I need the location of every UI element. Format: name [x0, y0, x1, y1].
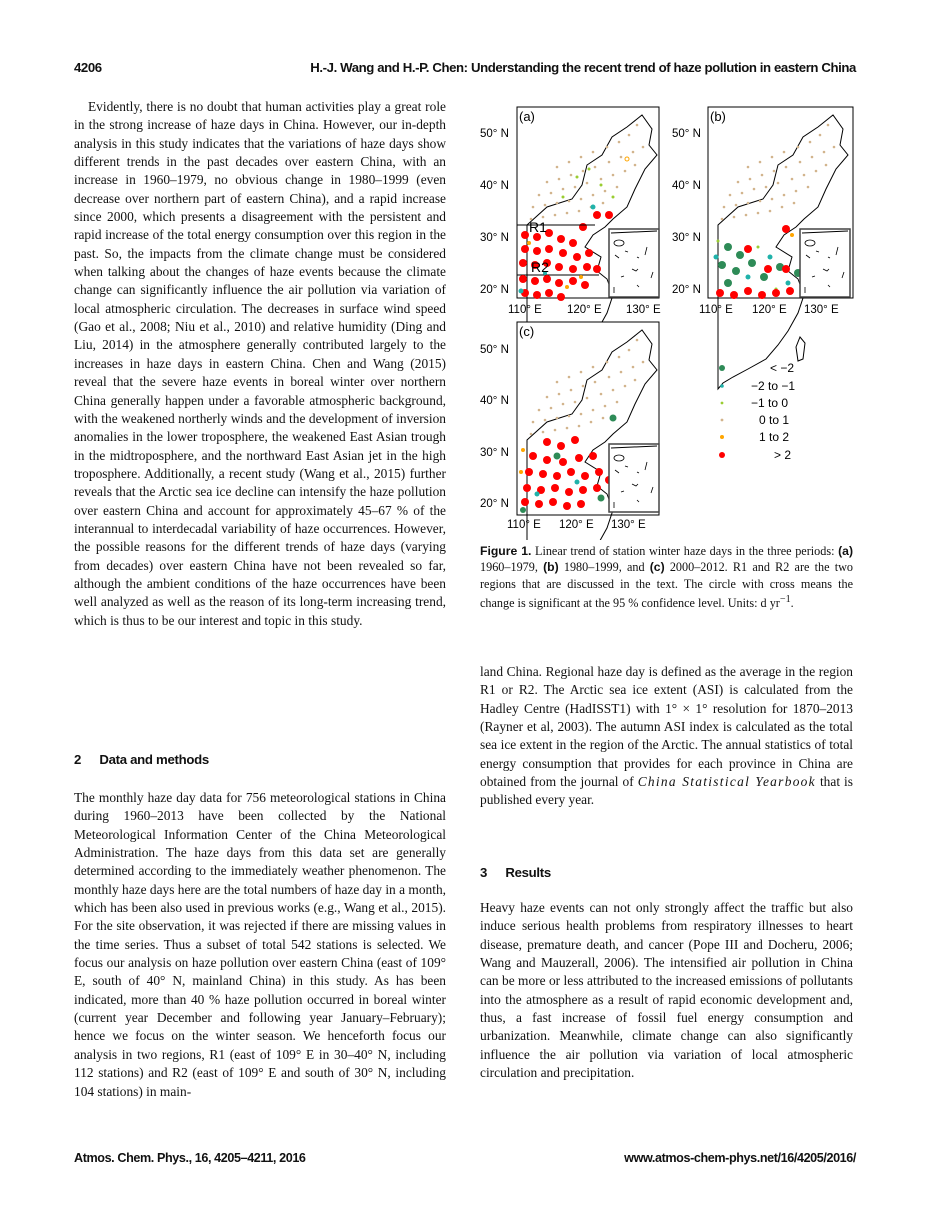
- panel-b: [708, 107, 853, 389]
- panel-c-label: (c): [519, 324, 535, 339]
- section-number: 2: [74, 752, 82, 767]
- svg-text:30° N: 30° N: [672, 232, 701, 244]
- figure-caption: Figure 1. Linear trend of station winter haze days in the three periods: (a) 1960–1979, (b) 1980–1999, and (c) 2000–2012. R1 and R2 are the two regions that are discussed in the text. The circle with cross means the change is significant at the 95 % confidence level. Units: d $yr^{-1}$.: [480, 544, 854, 611]
- section-title: Data and methods: [99, 752, 209, 767]
- figure-1: [470, 100, 865, 540]
- legend-item: 1 to 2: [759, 430, 790, 444]
- legend-item: < −2: [770, 361, 795, 375]
- journal-url[interactable]: www.atmos-chem-phys.net/16/4205/2016/: [624, 1151, 856, 1165]
- region-r1-label: R1: [529, 219, 547, 235]
- svg-text:50° N: 50° N: [480, 344, 509, 356]
- legend-item: > 2: [774, 448, 792, 462]
- panel-a-label: (a): [519, 109, 535, 124]
- svg-text:130° E: 130° E: [804, 304, 839, 316]
- section-title: Results: [505, 865, 551, 880]
- data-methods-continued: land China. Regional haze day is defined as the average in the region R1 or R2. The Arctic sea ice extent (ASI) is calculated from the Hadley Centre (HadISST1) with 1° × 1° resolution for 1870–2013 (Rayner et al, 2003). The autumn ASI index is calculated as the total sea ice extent in the region of the Arctic. The annual statistics of total energy consumption that provides for each province in China are obtained from the journal of China Statistical Yearbook that is published every year.: [480, 664, 853, 808]
- running-title: H.-J. Wang and H.-P. Chen: Understanding the recent trend of haze pollution in eastern China: [310, 60, 856, 75]
- page-number: 4206: [74, 60, 102, 75]
- svg-text:50° N: 50° N: [672, 128, 701, 140]
- figure-1-maps: [470, 100, 865, 540]
- svg-text:20° N: 20° N: [672, 284, 701, 296]
- intro-paragraph: Evidently, there is no doubt that human activities play a great role in the strong increase of haze days in China. However, our in-depth analysis in this study indicates that the variations of haze days show different trends in the past decades over eastern China, with an increase in 1960–1979, no obvious change in 1980–1999 (even decrease over northern part of eastern China), and a rapid increase since 2000, which presents a disagreement with the persistent and rapid increase of the total energy consumption over this region in the past. So, the impacts from the climate change must be considered when talking about the changes of haze events because the climate change can significantly influence the air pollution via variation of local atmospheric circulation. The decreases in surface wind speed (Gao et al., 2008; Niu et al., 2010) and relative humidity (Ding and Liu, 2014) in the atmosphere generally contributed largely to the increases in haze days in eastern China. Chen and Wang (2015) reveal that the severe haze events in boreal winter over northern China generally happen under a favorable atmospheric background, with the weakened northerly winds and the development of inversion anomalies in the lower troposphere, the weakened East Asian trough in the midtroposphere, and the northward East Asian jet in the high troposphere. Additionally, a recent study (Wang et al., 2015) further reveals that the Arctic sea ice decline can intensify the haze pollution over eastern China and account for approximately 45–67 % of the interannual to interdecadal variability of haze occurrences. However, the possible reasons for the different trends of haze days (varying from decades) over eastern China have not been revealed so far, although the ambient conditions of the haze occurrences have been well analyzed as well as the reason of its long-term increasing trend, which is thus to be our interest and topic in this study.: [74, 99, 446, 628]
- legend-item: 0 to 1: [759, 413, 790, 427]
- svg-text:120° E: 120° E: [567, 304, 602, 316]
- section-3-heading: [480, 865, 551, 880]
- journal-name: China Statistical Yearbook: [637, 774, 816, 790]
- journal-citation: Atmos. Chem. Phys., 16, 4205–4211, 2016: [74, 1151, 306, 1165]
- data-methods-paragraph: The monthly haze day data for 756 meteorological stations in China during 1960–2013 have been collected by the National Meteorological Information Center of the China Meteorological Administration. The haze days from this data set are generally determined according to the immediately weather phenomenon. The monthly haze days here are the total numbers of haze day in a month, which has been also used in previous works (e.g., Wang et al., 2015). For the site observation, it was rejected if there are missing values in the time series. Thus a subset of total 542 stations is selected. We focus our analysis on haze pollution over eastern China (east of 109° E, south of 40° N, mainland China) in this study. As has been indicated, more than 40 % haze pollution occurred in boreal winter (current year December and following year January–February); hence we focus on the winter season. We henceforth focus our analysis in two regions, R1 (east of 109° E in 30–40° N, including 112 stations) and R2 (east of 109° E and south of 30° N, including 104 stations) in main-: [74, 790, 446, 1099]
- svg-text:110° E: 110° E: [699, 304, 733, 316]
- panel-b-label: (b): [710, 109, 726, 124]
- section-2-heading: [74, 752, 209, 767]
- section-number: 3: [480, 865, 488, 880]
- svg-text:30° N: 30° N: [480, 447, 509, 459]
- legend: [719, 361, 795, 462]
- caption-label: Figure 1.: [480, 544, 532, 558]
- left-column: [74, 98, 446, 630]
- svg-text:120° E: 120° E: [752, 304, 787, 316]
- results-paragraph: Heavy haze events can not only strongly affect the traffic but also induce serious health problems from respiratory illnesses to heart disease, premature death, and cancer (Pope III and Docheru, 2006; Wang and Mauzerall, 2006). The intensified air pollution in China can be more or less attributed to the increased emissions of pollutants into the atmosphere as a result of rapid economic development and, thus, a fast increase of fossil fuel energy consumption and urbanization. Meanwhile, climate change can also significantly influence the air pollution via variation of local atmospheric circulation and precipitation.: [480, 900, 853, 1081]
- svg-text:110° E: 110° E: [508, 304, 542, 316]
- svg-text:40° N: 40° N: [480, 395, 509, 407]
- right-column: [480, 663, 853, 810]
- region-r2-label: R2: [531, 259, 549, 275]
- data-methods-text: [74, 789, 446, 1101]
- results-text: [480, 899, 853, 1082]
- svg-text:110° E: 110° E: [507, 519, 541, 531]
- svg-text:40° N: 40° N: [480, 180, 509, 192]
- panel-c: [517, 322, 659, 540]
- legend-item: −2 to −1: [751, 379, 796, 393]
- svg-text:50° N: 50° N: [480, 128, 509, 140]
- svg-text:120° E: 120° E: [559, 519, 594, 531]
- svg-text:40° N: 40° N: [672, 180, 701, 192]
- svg-text:130° E: 130° E: [611, 519, 646, 531]
- svg-text:130° E: 130° E: [626, 304, 661, 316]
- svg-text:30° N: 30° N: [480, 232, 509, 244]
- svg-text:20° N: 20° N: [480, 498, 509, 510]
- running-head: [74, 60, 856, 80]
- legend-item: −1 to 0: [751, 396, 789, 410]
- svg-text:20° N: 20° N: [480, 284, 509, 296]
